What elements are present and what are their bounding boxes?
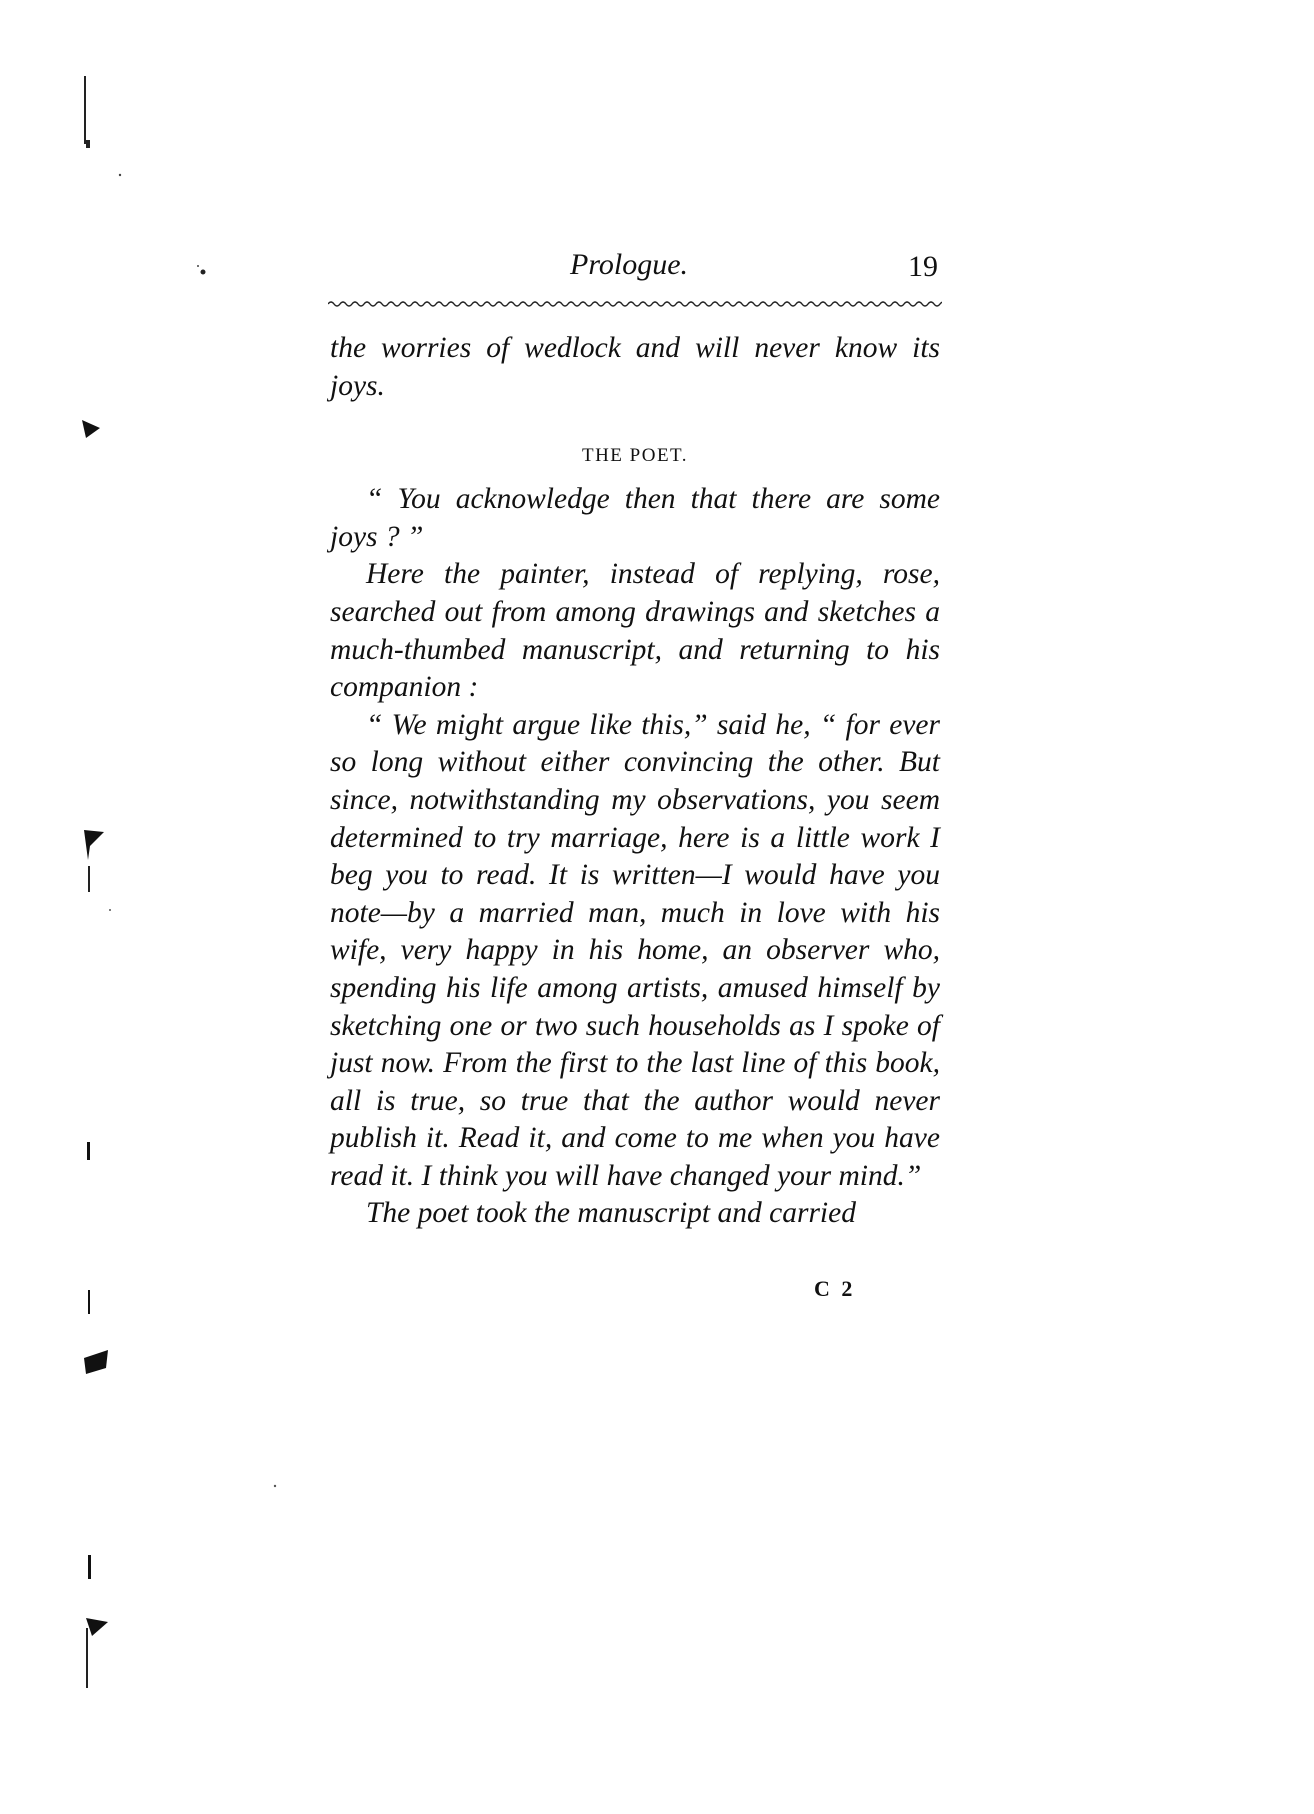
paragraph: “ We might argue like this,” said he, “ for ever so long without either convincing the other. But since, notwithstanding my observations, you seem determined to try marriage, here is a little work I beg you to read. It is written—I would have you note—by a married man, much in love with his wife, very happy in his home, an observer who, spending his life among artists, amused himself by sketching one or two such households as I spoke of just now. From the first to the last line of this book, all is true, so true that the author would never publish it. Read it, and come to me when you have read it. I think you will have changed your mind.” — [330, 708, 940, 1192]
speaker-heading: THE POET. — [581, 445, 689, 467]
decorative-wavy-rule — [328, 300, 942, 308]
page-number: 19 — [908, 250, 938, 283]
paragraph-continued: the worries of wedlock and will never know its joys. — [330, 332, 940, 402]
signature-mark: C 2 — [814, 1276, 856, 1301]
paragraph: The poet took the manuscript and carried — [366, 1197, 856, 1230]
scan-margin-artifacts — [0, 0, 300, 1814]
running-title: Prologue. — [570, 248, 689, 281]
paragraph: “ You acknowledge then that there are some joys ? ” — [330, 483, 940, 553]
running-header — [330, 248, 940, 292]
paragraph: Here the painter, instead of replying, rose, searched out from among drawings and sketches a much-thumbed manuscript, and returning to his companion : — [330, 558, 940, 704]
body-text — [330, 330, 940, 1233]
